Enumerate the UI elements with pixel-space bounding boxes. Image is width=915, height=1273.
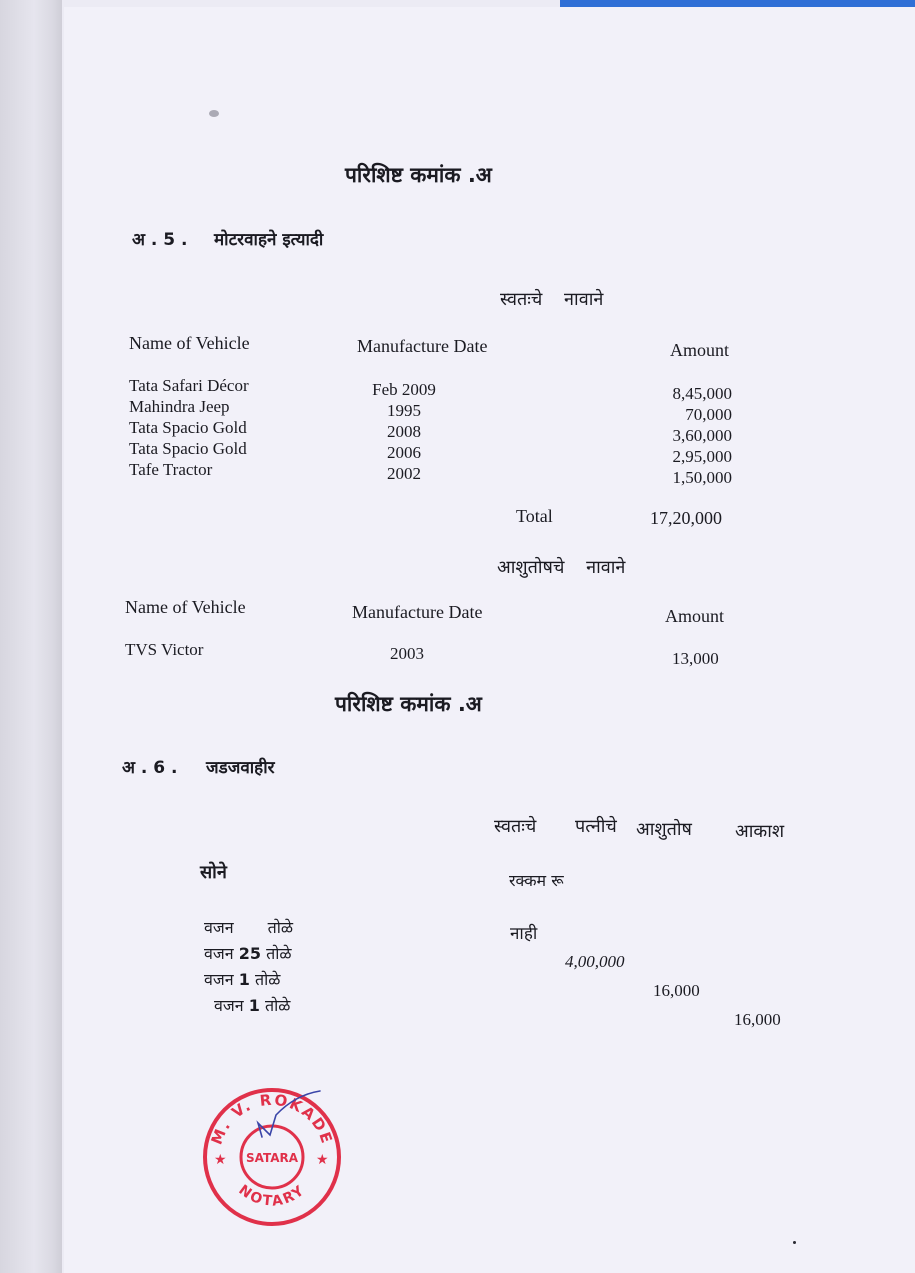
table-cell: Tafe Tractor (129, 460, 213, 479)
table-cell: 2006 (387, 443, 421, 462)
book-binding-edge (0, 0, 62, 1273)
weight-unit: तोळे (264, 996, 291, 1015)
table-cell: 1,50,000 (672, 468, 732, 487)
table-cell: 2008 (387, 422, 421, 441)
gold-weight-row (214, 994, 290, 1016)
stamp-star-icon: ★ (214, 1152, 227, 1168)
owner-wife: पत्नीचे (575, 816, 617, 837)
table-cell: Tata Spacio Gold (129, 418, 247, 437)
own-vehicle-names (129, 375, 249, 480)
gold-value-self: नाही (510, 924, 538, 944)
gold-value-ashutosh: 16,000 (653, 981, 700, 1000)
gold-value-akash: 16,000 (734, 1010, 781, 1029)
gold-value-wife: 4,00,000 (565, 952, 625, 971)
section-a6-title: जडजवाहीर (206, 758, 275, 778)
gold-weight-row (204, 968, 280, 990)
weight-label: वजन (204, 970, 234, 989)
section-a5-number: अ . 5 . (132, 230, 188, 250)
table-cell: 70,000 (685, 405, 732, 424)
document-page (64, 7, 915, 1273)
own-vehicle-amounts (654, 383, 732, 488)
table-cell: 8,45,000 (672, 384, 732, 403)
weight-value: 1 (248, 996, 260, 1015)
weight-label: वजन (204, 918, 234, 937)
table-cell: Tata Safari Décor (129, 376, 249, 395)
table-cell: Tata Spacio Gold (129, 439, 247, 458)
weight-unit: तोळे (267, 918, 294, 937)
stamp-name-text: M. V. ROKADE (207, 1090, 337, 1148)
ink-dot (793, 1241, 796, 1244)
table-cell: 2002 (387, 464, 421, 483)
weight-unit: तोळे (266, 944, 292, 963)
owner-self: स्वतःचे (494, 816, 537, 837)
own-header-date: Manufacture Date (357, 336, 488, 356)
gold-label: सोने (200, 862, 227, 883)
section-a6-number: अ . 6 . (122, 758, 178, 778)
gold-weight-row (204, 916, 293, 938)
owner-akash: आकाश (735, 821, 785, 842)
ashutosh-vehicle-date: 2003 (390, 644, 424, 663)
own-total-value: 17,20,000 (650, 508, 722, 528)
table-cell: 3,60,000 (672, 426, 732, 445)
ashutosh-vehicle-amount: 13,000 (672, 649, 719, 668)
annex-a6-title: परिशिष्ट कमांक .अ (335, 692, 482, 716)
own-vehicle-dates (364, 379, 444, 484)
own-name-subtitle: स्वतःचे नावाने (500, 289, 604, 310)
section-a5-title: मोटरवाहने इत्यादी (214, 230, 324, 250)
weight-label: वजन (214, 996, 244, 1015)
scan-edge-strip (560, 0, 915, 7)
weight-value: 25 (238, 944, 262, 963)
table-cell: Mahindra Jeep (129, 397, 230, 416)
table-cell: Feb 2009 (372, 380, 436, 399)
ashutosh-header-vehicle: Name of Vehicle (125, 597, 246, 617)
weight-label: वजन (204, 944, 234, 963)
amount-label: रक्कम रू (509, 871, 564, 890)
own-header-amount: Amount (670, 340, 730, 360)
annex-a5-title: परिशिष्ट कमांक .अ (345, 163, 492, 187)
notary-stamp (200, 1085, 345, 1230)
owner-ashutosh: आशुतोष (636, 819, 692, 840)
stamp-city-text: SATARA (245, 1151, 299, 1165)
stamp-role-text: NOTARY (235, 1182, 309, 1210)
own-total-label: Total (516, 506, 553, 526)
ashutosh-vehicle-name: TVS Victor (125, 640, 204, 659)
weight-value: 1 (238, 970, 250, 989)
ink-smudge (209, 110, 219, 117)
ashutosh-name-subtitle: आशुतोषचे नावाने (497, 557, 626, 578)
gold-weight-row (204, 942, 292, 964)
table-cell: 2,95,000 (672, 447, 732, 466)
ashutosh-header-amount: Amount (665, 606, 725, 626)
ashutosh-header-date: Manufacture Date (352, 602, 483, 622)
weight-unit: तोळे (254, 970, 281, 989)
table-cell: 1995 (387, 401, 421, 420)
stamp-star-icon: ★ (316, 1152, 329, 1168)
own-header-vehicle: Name of Vehicle (129, 333, 250, 353)
